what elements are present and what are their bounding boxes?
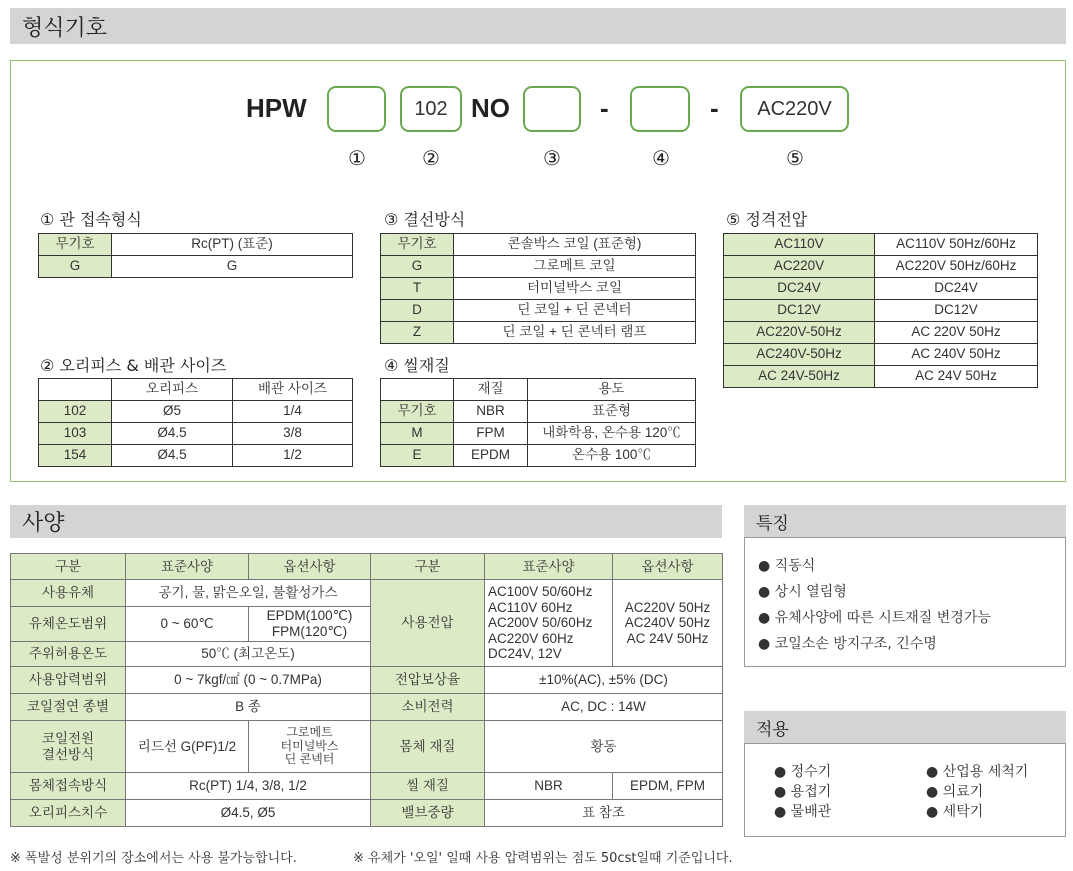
t2-table bbox=[38, 378, 353, 467]
table-cell: D bbox=[381, 300, 454, 322]
table-cell: B 종 bbox=[126, 694, 371, 721]
table-cell: DC24V bbox=[875, 278, 1038, 300]
table-row bbox=[724, 344, 1038, 366]
table-cell: 102 bbox=[39, 401, 112, 423]
table-cell bbox=[485, 580, 613, 667]
application-item: ● 산업용 세척기 bbox=[926, 764, 1029, 780]
table-cell: 그로메트 코일 bbox=[454, 256, 696, 278]
application-text: 산업용 세척기 bbox=[942, 764, 1029, 780]
opt-line: EPDM(100℃) bbox=[266, 608, 353, 624]
feature-item: ● 코일소손 방지구조, 긴수명 bbox=[758, 636, 937, 652]
t4-title: ④ 씰재질 bbox=[384, 356, 450, 375]
table-row bbox=[39, 234, 353, 256]
table-cell: EPDM, FPM bbox=[613, 773, 723, 800]
table-cell: T bbox=[381, 278, 454, 300]
table-cell: 딘 코일 + 딘 콘넥터 bbox=[454, 300, 696, 322]
feature-text: 상시 열림형 bbox=[774, 584, 847, 600]
table-cell bbox=[249, 607, 371, 642]
table-cell: G bbox=[112, 256, 353, 278]
opt-line: 딘 콘넥터 bbox=[284, 752, 335, 767]
marker-3: ③ bbox=[543, 146, 561, 170]
table-row bbox=[381, 401, 696, 423]
table-cell: AC110V 50Hz/60Hz bbox=[875, 234, 1038, 256]
feature-item: ● 직동식 bbox=[758, 558, 816, 574]
table-row bbox=[724, 300, 1038, 322]
table-cell: 1/2 bbox=[233, 445, 353, 467]
table-cell: 1/4 bbox=[233, 401, 353, 423]
table-cell: 사용유체 bbox=[11, 580, 126, 607]
table-cell bbox=[39, 379, 112, 401]
marker-5: ⑤ bbox=[786, 146, 804, 170]
table-cell: Ø4.5, Ø5 bbox=[126, 800, 371, 827]
application-text: 세탁기 bbox=[942, 804, 984, 820]
table-cell: 코일절연 종별 bbox=[11, 694, 126, 721]
table-row bbox=[39, 445, 353, 467]
table-cell: Ø5 bbox=[112, 401, 233, 423]
marker-1: ① bbox=[348, 146, 366, 170]
table-cell: 배관 사이즈 bbox=[233, 379, 353, 401]
table-cell: 오리피스치수 bbox=[11, 800, 126, 827]
volt-opt-line: AC220V 50Hz bbox=[624, 599, 711, 615]
table-cell bbox=[249, 721, 371, 773]
table-cell: ±10%(AC), ±5% (DC) bbox=[485, 667, 723, 694]
t5-title: ⑤ 정격전압 bbox=[726, 210, 808, 229]
table-row bbox=[381, 423, 696, 445]
table-cell: 온수용 100℃ bbox=[528, 445, 696, 467]
application-item: ● 정수기 bbox=[774, 764, 832, 780]
model-dash-2: - bbox=[710, 93, 719, 123]
table-cell: 몸체 재질 bbox=[371, 721, 485, 773]
table-cell: Rc(PT) 1/4, 3/8, 1/2 bbox=[126, 773, 371, 800]
marker-2: ② bbox=[422, 146, 440, 170]
table-cell: 무기호 bbox=[381, 401, 454, 423]
feature-item: ● 유체사양에 따른 시트재질 변경가능 bbox=[758, 610, 991, 626]
table-cell: 공기, 물, 맑은오일, 불활성가스 bbox=[126, 580, 371, 607]
volt-std-line: DC24V, 12V bbox=[488, 646, 562, 662]
table-cell: 표준형 bbox=[528, 401, 696, 423]
table-row bbox=[39, 379, 353, 401]
spec-table bbox=[10, 553, 723, 827]
table-row bbox=[11, 800, 723, 827]
table-cell: 터미널박스 코일 bbox=[454, 278, 696, 300]
table-cell: FPM bbox=[454, 423, 528, 445]
table-cell: Ø4.5 bbox=[112, 423, 233, 445]
volt-opt-line: AC 24V 50Hz bbox=[626, 630, 709, 646]
table-row bbox=[724, 256, 1038, 278]
applications-title: 적용 bbox=[756, 719, 789, 740]
features-title: 특징 bbox=[756, 513, 789, 534]
table-cell bbox=[11, 721, 126, 773]
table-row bbox=[11, 773, 723, 800]
table-cell: 내화학용, 온수용 120℃ bbox=[528, 423, 696, 445]
volt-std-line: AC200V 50/60Hz bbox=[488, 615, 593, 631]
table-cell: AC220V-50Hz bbox=[724, 322, 875, 344]
application-item: ● 용접기 bbox=[774, 784, 832, 800]
application-item: ● 세탁기 bbox=[926, 804, 984, 820]
table-row bbox=[39, 256, 353, 278]
table-cell: AC 240V 50Hz bbox=[875, 344, 1038, 366]
features-header bbox=[744, 505, 1066, 537]
opt-line: FPM(120℃) bbox=[271, 624, 348, 639]
t3-table bbox=[380, 233, 696, 344]
t4-table bbox=[380, 378, 696, 467]
table-cell: AC 24V 50Hz bbox=[875, 366, 1038, 388]
table-cell: 표 참조 bbox=[485, 800, 723, 827]
table-row bbox=[724, 322, 1038, 344]
model-prefix: HPW bbox=[246, 93, 307, 123]
model-box-2: 102 bbox=[400, 86, 462, 132]
table-cell: 사용압력범위 bbox=[11, 667, 126, 694]
table-cell: NBR bbox=[454, 401, 528, 423]
table-cell: AC220V 50Hz/60Hz bbox=[875, 256, 1038, 278]
table-cell: 0 ~ 60℃ bbox=[126, 607, 249, 642]
table-cell: 옵션사항 bbox=[613, 554, 723, 580]
table-cell: 구분 bbox=[371, 554, 485, 580]
table-cell: 몸체접속방식 bbox=[11, 773, 126, 800]
table-cell: NBR bbox=[485, 773, 613, 800]
feature-text: 유체사양에 따른 시트재질 변경가능 bbox=[774, 610, 991, 626]
table-cell: 밸브중량 bbox=[371, 800, 485, 827]
feature-item: ● 상시 열림형 bbox=[758, 584, 847, 600]
table-row bbox=[724, 234, 1038, 256]
t3-title: ③ 결선방식 bbox=[384, 210, 466, 229]
volt-std-line: AC220V 60Hz bbox=[488, 630, 574, 646]
application-text: 용접기 bbox=[790, 784, 832, 800]
model-box-1 bbox=[327, 86, 386, 132]
table-row bbox=[11, 667, 723, 694]
table-cell: 콘솔박스 코일 (표준형) bbox=[454, 234, 696, 256]
table-cell: 유체온도범위 bbox=[11, 607, 126, 642]
table-cell: DC24V bbox=[724, 278, 875, 300]
label-line: 결선방식 bbox=[41, 746, 95, 762]
table-cell: AC220V bbox=[724, 256, 875, 278]
table-cell: 옵션사항 bbox=[249, 554, 371, 580]
application-text: 정수기 bbox=[790, 764, 832, 780]
table-cell: 주위허용온도 bbox=[11, 642, 126, 667]
section-title: 사양 bbox=[22, 511, 65, 536]
model-box-4 bbox=[630, 86, 690, 132]
model-mid: NO bbox=[471, 93, 510, 123]
label-line: 코일전원 bbox=[41, 730, 95, 746]
table-cell: G bbox=[39, 256, 112, 278]
table-cell: 154 bbox=[39, 445, 112, 467]
table-cell: AC 220V 50Hz bbox=[875, 322, 1038, 344]
table-cell: DC12V bbox=[875, 300, 1038, 322]
table-cell: 재질 bbox=[454, 379, 528, 401]
model-box-5: AC220V bbox=[740, 86, 849, 132]
table-row bbox=[381, 278, 696, 300]
table-row bbox=[381, 322, 696, 344]
section-title: 형식기호 bbox=[22, 15, 108, 41]
table-row bbox=[724, 366, 1038, 388]
footnote-1: ※ 폭발성 분위기의 장소에서는 사용 불가능합니다. bbox=[10, 851, 297, 866]
table-cell: AC110V bbox=[724, 234, 875, 256]
table-cell: 소비전력 bbox=[371, 694, 485, 721]
table-cell: AC 24V-50Hz bbox=[724, 366, 875, 388]
table-cell: 구분 bbox=[11, 554, 126, 580]
volt-std-line: AC100V 50/60Hz bbox=[488, 584, 593, 600]
table-row bbox=[11, 554, 723, 580]
applications-header bbox=[744, 711, 1066, 743]
footnote-2: ※ 유체가 '오일' 일때 사용 압력범위는 점도 50cst일때 기준입니다. bbox=[353, 851, 733, 866]
model-box-3 bbox=[523, 86, 581, 132]
table-cell: Rc(PT) (표준) bbox=[112, 234, 353, 256]
table-cell: 무기호 bbox=[39, 234, 112, 256]
table-row bbox=[11, 721, 723, 773]
section-header-model bbox=[10, 8, 1066, 44]
table-cell: 3/8 bbox=[233, 423, 353, 445]
opt-line: 터미널박스 bbox=[280, 738, 339, 753]
table-cell: Ø4.5 bbox=[112, 445, 233, 467]
t2-title: ② 오리피스 & 배관 사이즈 bbox=[40, 356, 227, 375]
table-cell: 딘 코일 + 딘 콘넥터 램프 bbox=[454, 322, 696, 344]
table-cell bbox=[381, 379, 454, 401]
table-cell: AC, DC : 14W bbox=[485, 694, 723, 721]
table-cell: 오리피스 bbox=[112, 379, 233, 401]
volt-opt-line: AC240V 50Hz bbox=[624, 615, 711, 631]
application-text: 물배관 bbox=[790, 804, 832, 820]
application-text: 의료기 bbox=[942, 784, 984, 800]
table-row bbox=[11, 694, 723, 721]
model-dash-1: - bbox=[600, 93, 609, 123]
section-header-spec bbox=[10, 505, 722, 538]
table-cell: 103 bbox=[39, 423, 112, 445]
t1-table bbox=[38, 233, 353, 278]
table-cell: G bbox=[381, 256, 454, 278]
table-cell: DC12V bbox=[724, 300, 875, 322]
table-row bbox=[381, 234, 696, 256]
table-row bbox=[724, 278, 1038, 300]
table-cell: Z bbox=[381, 322, 454, 344]
table-cell: 표준사양 bbox=[126, 554, 249, 580]
table-row bbox=[39, 401, 353, 423]
table-row bbox=[381, 445, 696, 467]
table-row bbox=[381, 256, 696, 278]
feature-text: 직동식 bbox=[774, 558, 816, 574]
table-cell: 황동 bbox=[485, 721, 723, 773]
table-cell: M bbox=[381, 423, 454, 445]
application-item: ● 물배관 bbox=[774, 804, 832, 820]
table-cell: 리드선 G(PF)1/2 bbox=[126, 721, 249, 773]
table-cell: 용도 bbox=[528, 379, 696, 401]
table-cell: E bbox=[381, 445, 454, 467]
table-row bbox=[11, 580, 723, 607]
table-cell: 0 ~ 7kgf/㎠ (0 ~ 0.7MPa) bbox=[126, 667, 371, 694]
table-cell: 전압보상율 bbox=[371, 667, 485, 694]
t5-table bbox=[723, 233, 1038, 388]
table-cell: 50℃ (최고온도) bbox=[126, 642, 371, 667]
table-cell bbox=[613, 580, 723, 667]
table-cell: 무기호 bbox=[381, 234, 454, 256]
table-cell: 사용전압 bbox=[371, 580, 485, 667]
opt-line: 그로메트 bbox=[286, 724, 333, 739]
application-item: ● 의료기 bbox=[926, 784, 984, 800]
table-cell: EPDM bbox=[454, 445, 528, 467]
table-cell: 씰 재질 bbox=[371, 773, 485, 800]
t1-title: ① 관 접속형식 bbox=[40, 210, 142, 229]
marker-4: ④ bbox=[652, 146, 670, 170]
feature-text: 코일소손 방지구조, 긴수명 bbox=[774, 636, 937, 652]
table-cell: 표준사양 bbox=[485, 554, 613, 580]
volt-std-line: AC110V 60Hz bbox=[488, 599, 573, 615]
table-row bbox=[381, 300, 696, 322]
table-row bbox=[39, 423, 353, 445]
table-row bbox=[381, 379, 696, 401]
table-cell: AC240V-50Hz bbox=[724, 344, 875, 366]
